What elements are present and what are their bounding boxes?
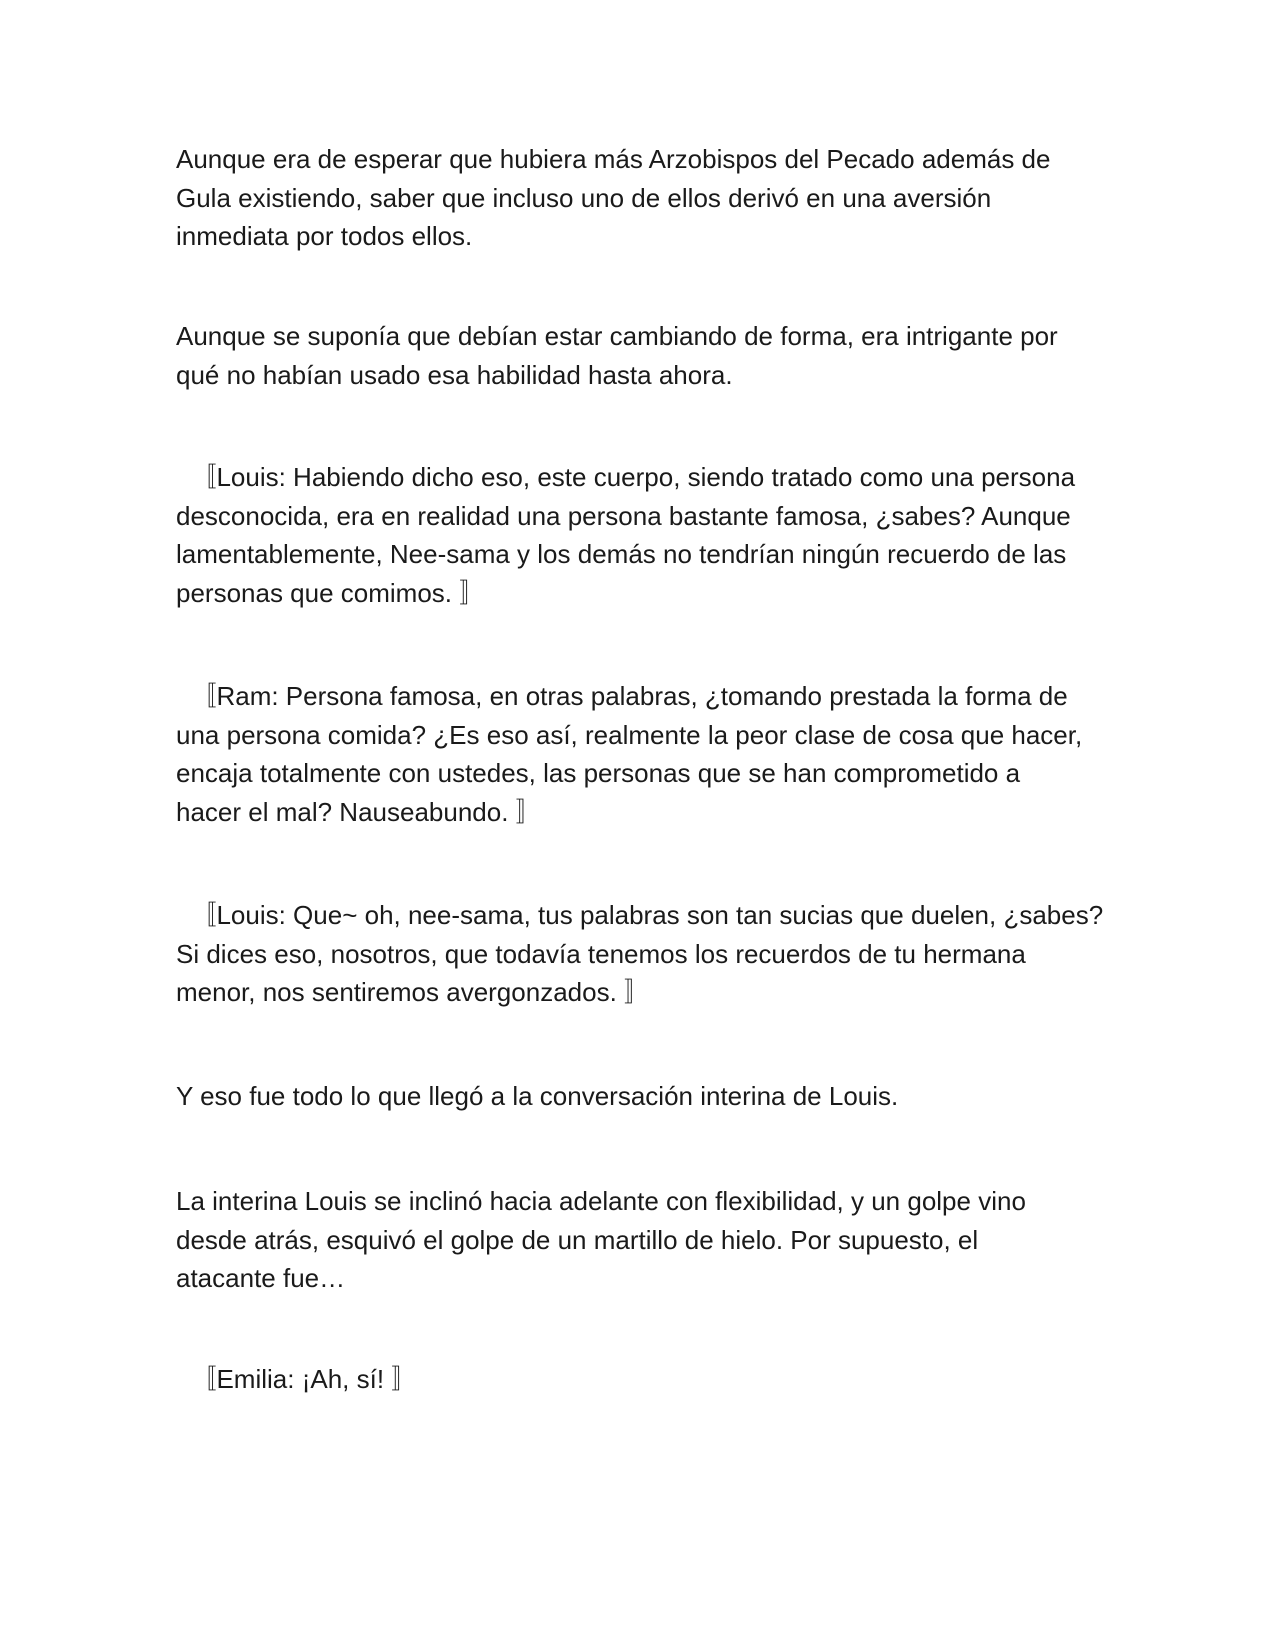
paragraph-7: La interina Louis se inclinó hacia adelante con flexibilidad, y un golpe vino desde atrás, esquivó el golpe de un martillo de hielo. Por supuesto, el atacante fue… bbox=[176, 1186, 1026, 1293]
paragraph-1: Aunque era de esperar que hubiera más Arzobispos del Pecado además de Gula existiendo, saber que incluso uno de ellos derivó en una aversión inmediata por todos ellos. bbox=[176, 144, 1051, 251]
paragraph-6: Y eso fue todo lo que llegó a la conversación interina de Louis. bbox=[176, 1081, 899, 1111]
dialogue-emilia: 〚Emilia: ¡Ah, sí! 〛 bbox=[176, 1364, 418, 1394]
dialogue-ram: 〚Ram: Persona famosa, en otras palabras, ¿tomando prestada la forma de una persona comida? ¿Es eso así, realmente la peor clase de cosa que hacer, encaja totalmente con ustedes, las personas que se han comprometido a hacer el mal? Nauseabundo. 〛 bbox=[176, 681, 1083, 827]
dialogue-louis-1: 〚Louis: Habiendo dicho eso, este cuerpo, siendo tratado como una persona desconocida, era en realidad una persona bastante famosa, ¿sabes? Aunque lamentablemente, Nee-sama y los demás no tendrían ningún recuerdo de las personas que comimos. 〛 bbox=[176, 462, 1076, 608]
dialogue-louis-2: 〚Louis: Que~ oh, nee-sama, tus palabras son tan sucias que duelen, ¿sabes? Si dices eso, nosotros, que todavía tenemos los recuerdos de tu hermana menor, nos sentiremos avergonzados. 〛 bbox=[176, 900, 1104, 1007]
paragraph-2: Aunque se suponía que debían estar cambiando de forma, era intrigante por qué no habían usado esa habilidad hasta ahora. bbox=[176, 321, 1058, 390]
